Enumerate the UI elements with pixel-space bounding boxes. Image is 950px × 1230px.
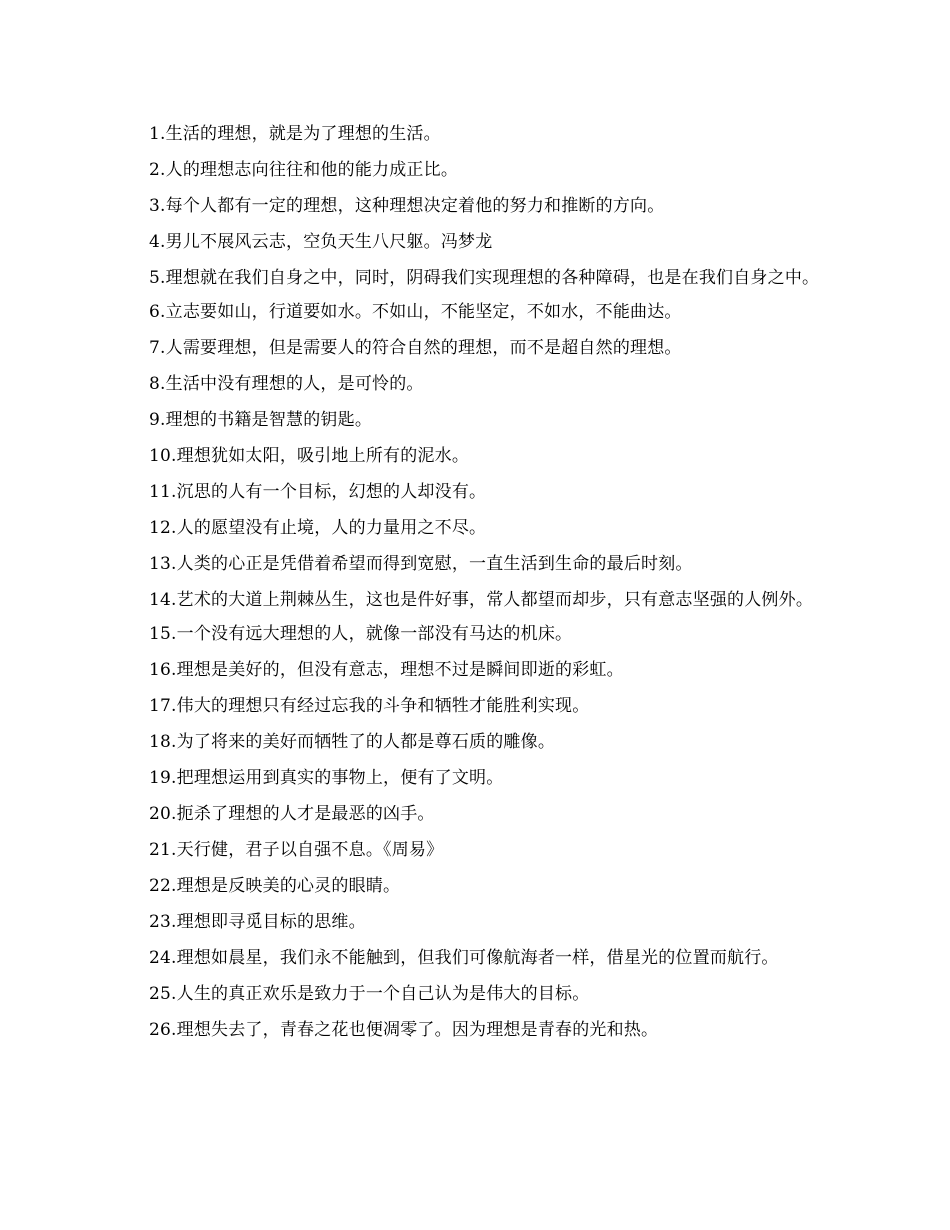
quote-line-11: 11.沉思的人有一个目标，幻想的人却没有。	[149, 482, 487, 502]
quote-line-18: 18.为了将来的美好而牺牲了的人都是尊石质的雕像。	[149, 732, 556, 752]
quote-line-4: 4.男儿不展风云志，空负天生八尺躯。冯梦龙	[149, 232, 493, 252]
quote-line-5: 5.理想就在我们自身之中，同时，阴碍我们实现理想的各种障碍，也是在我们自身之中。	[149, 268, 820, 288]
quote-line-22: 22.理想是反映美的心灵的眼睛。	[149, 876, 401, 896]
quote-line-25: 25.人生的真正欢乐是致力于一个自己认为是伟大的目标。	[149, 984, 590, 1004]
quote-line-2: 2.人的理想志向往往和他的能力成正比。	[149, 160, 459, 180]
quote-line-13: 13.人类的心正是凭借着希望而得到宽慰，一直生活到生命的最后时刻。	[149, 554, 693, 574]
quote-line-16: 16.理想是美好的，但没有意志，理想不过是瞬间即逝的彩虹。	[149, 660, 624, 680]
quote-line-17: 17.伟大的理想只有经过忘我的斗争和牺牲才能胜利实现。	[149, 696, 590, 716]
quote-line-10: 10.理想犹如太阳，吸引地上所有的泥水。	[149, 446, 470, 466]
document-body	[113, 124, 835, 1056]
quote-line-7: 7.人需要理想，但是需要人的符合自然的理想，而不是超自然的理想。	[149, 338, 682, 358]
quote-line-9: 9.理想的书籍是智慧的钥匙。	[149, 410, 373, 430]
quote-line-21: 21.天行健，君子以自强不息。《周易》	[149, 840, 444, 860]
quote-line-6: 6.立志要如山，行道要如水。不如山，不能坚定，不如水，不能曲达。	[149, 302, 682, 322]
quote-line-15: 15.一个没有远大理想的人，就像一部没有马达的机床。	[149, 624, 573, 644]
quote-line-12: 12.人的愿望没有止境，人的力量用之不尽。	[149, 518, 487, 538]
quote-line-20: 20.扼杀了理想的人才是最恶的凶手。	[149, 804, 435, 824]
quote-line-14: 14.艺术的大道上荆棘丛生，这也是件好事，常人都望而却步，只有意志坚强的人例外。	[149, 590, 814, 610]
quote-line-19: 19.把理想运用到真实的事物上，便有了文明。	[149, 768, 504, 788]
quote-line-24: 24.理想如晨星，我们永不能触到，但我们可像航海者一样，借星光的位置而航行。	[149, 948, 779, 968]
quote-line-8: 8.生活中没有理想的人，是可怜的。	[149, 374, 424, 394]
quote-line-23: 23.理想即寻觅目标的思维。	[149, 912, 366, 932]
quote-line-3: 3.每个人都有一定的理想，这种理想决定着他的努力和推断的方向。	[149, 196, 665, 216]
quote-line-26: 26.理想失去了，青春之花也便凋零了。因为理想是青春的光和热。	[149, 1020, 659, 1040]
quote-line-1: 1.生活的理想，就是为了理想的生活。	[149, 124, 441, 144]
